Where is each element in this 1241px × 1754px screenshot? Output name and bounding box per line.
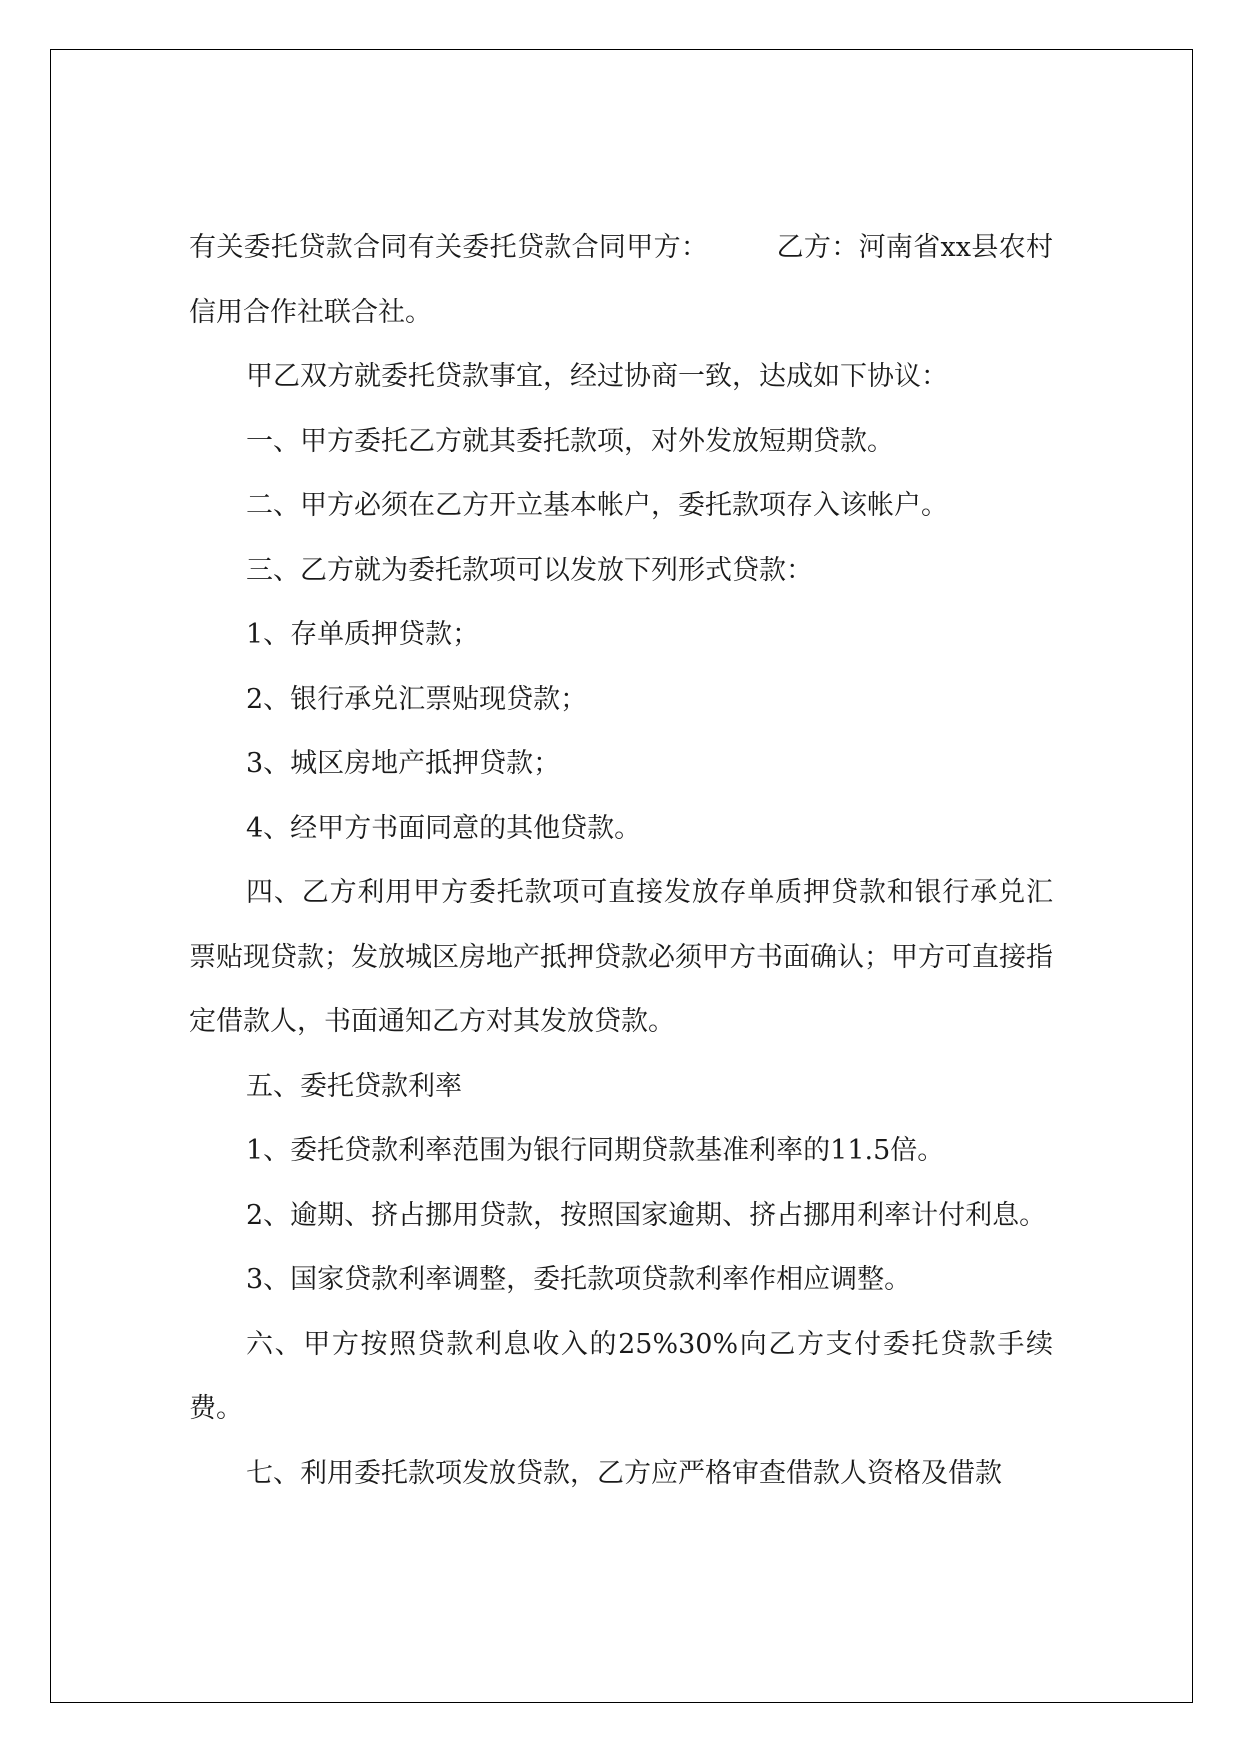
heading-part-1: 有关委托贷款合同有关委托贷款合同甲方： [189,232,709,263]
document-body [189,216,1053,1506]
paragraph-10: 五、委托贷款利率 [246,1070,462,1102]
paragraph-14: 六、甲方按照贷款利息收入的25%30%向乙方支付委托贷款手续费。 [189,1328,1053,1424]
paragraph-4: 三、乙方就为委托款项可以发放下列形式贷款： [246,554,813,586]
paragraph-5: 1、存单质押贷款； [246,619,480,650]
paragraph-8: 4、经甲方书面同意的其他贷款。 [246,812,642,844]
paragraph-6: 2、银行承兑汇票贴现贷款； [246,683,588,715]
paragraph-11: 1、委托贷款利率范围为银行同期贷款基准利率的11.5倍。 [246,1135,945,1166]
paragraph-7: 3、城区房地产抵押贷款； [246,748,561,779]
paragraph-13: 3、国家贷款利率调整，委托款项贷款利率作相应调整。 [246,1264,912,1295]
paragraph-9: 四、乙方利用甲方委托款项可直接发放存单质押贷款和银行承兑汇票贴现贷款；发放城区房地产抵押贷款必须甲方书面确认；甲方可直接指定借款人，书面通知乙方对其发放贷款。 [189,877,1053,1037]
paragraph-3: 二、甲方必须在乙方开立基本帐户，委托款项存入该帐户。 [246,490,948,521]
heading-part-2: 乙方：河南省xx县农村信用合作社联合社。 [189,232,1053,328]
paragraph-15: 七、利用委托款项发放贷款，乙方应严格审查借款人资格及借款 [246,1457,1002,1489]
paragraph-2: 一、甲方委托乙方就其委托款项，对外发放短期贷款。 [246,425,894,457]
paragraph-1: 甲乙双方就委托贷款事宜，经过协商一致，达成如下协议： [246,361,948,392]
paragraph-12: 2、逾期、挤占挪用贷款，按照国家逾期、挤占挪用利率计付利息。 [246,1199,1047,1231]
heading-paragraph [189,216,1053,345]
